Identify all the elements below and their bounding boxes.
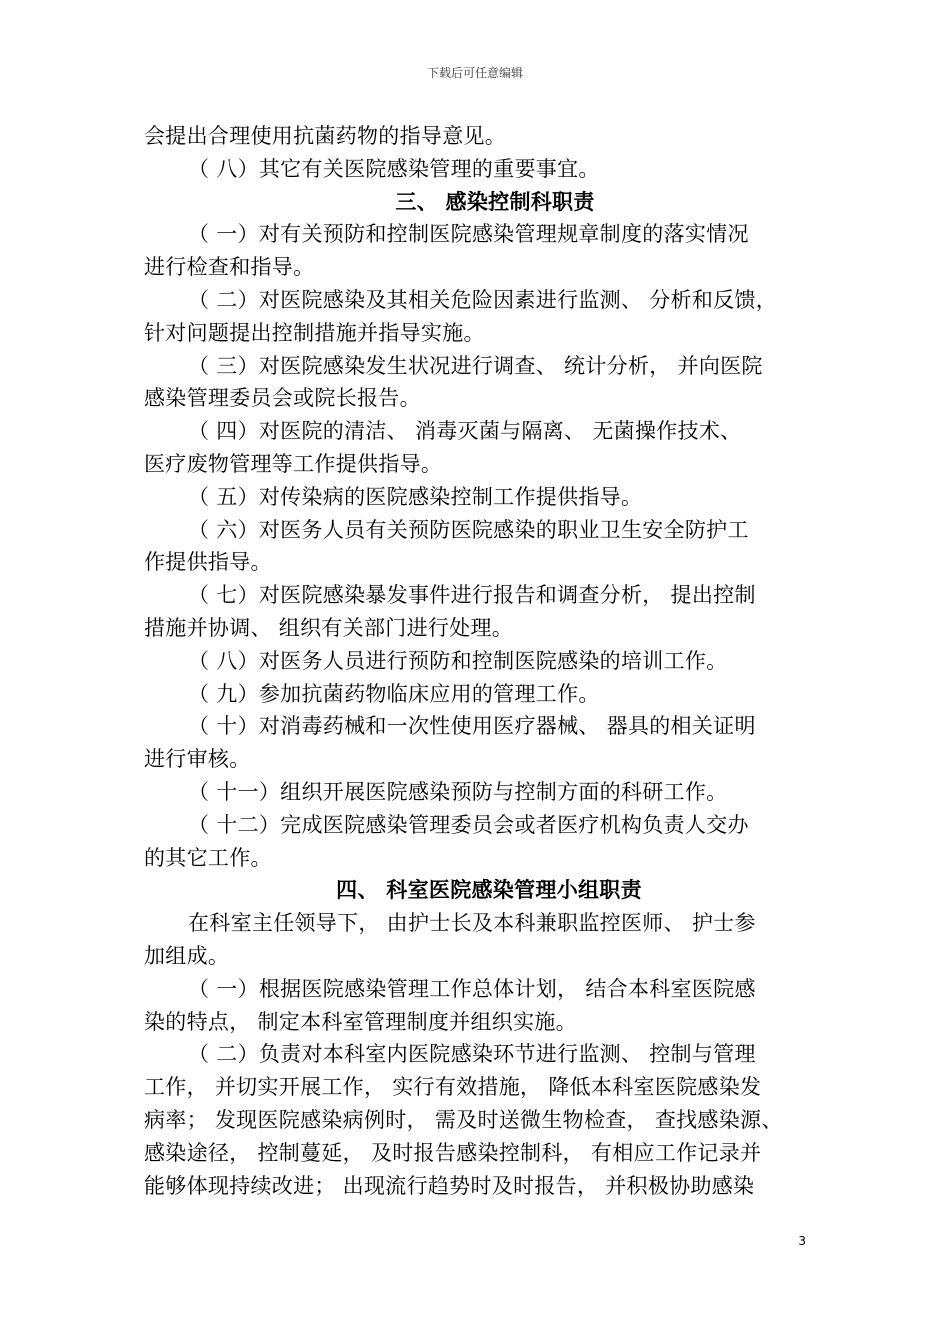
- text-line: 措施并协调、 组织有关部门进行处理。: [144, 615, 514, 640]
- section-heading: 四、 科室医院感染管理小组职责: [336, 878, 642, 903]
- text-line: （ 四）对医院的清洁、 消毒灭菌与隔离、 无菌操作技术、: [188, 419, 742, 444]
- text-line: （ 一）对有关预防和控制医院感染管理规章制度的落实情况: [188, 222, 749, 247]
- text-line: 在科室主任领导下， 由护士长及本科兼职监控医师、 护士参: [188, 911, 756, 936]
- text-line: 能够体现持续改进； 出现流行趋势时及时报告， 并积极协助感染: [144, 1173, 755, 1198]
- text-line: （ 三）对医院感染发生状况进行调查、 统计分析， 并向医院: [188, 353, 763, 378]
- text-line: （ 九）参加抗菌药物临床应用的管理工作。: [188, 681, 600, 706]
- text-line: 加组成。: [144, 943, 230, 968]
- text-line: 的其它工作。: [144, 845, 272, 870]
- text-line: （ 六）对医务人员有关预防医院感染的职业卫生安全防护工: [188, 517, 749, 542]
- text-line: 进行检查和指导。: [144, 255, 315, 280]
- text-line: 进行审核。: [144, 747, 251, 772]
- text-line: 针对问题提出控制措施并指导实施。: [144, 320, 485, 345]
- section-heading: 三、 感染控制科职责: [395, 189, 595, 214]
- text-line: （ 二）对医院感染及其相关危险因素进行监测、 分析和反馈，: [188, 287, 778, 312]
- text-line: 工作， 并切实开展工作， 实行有效措施， 降低本科室医院感染发: [144, 1075, 762, 1100]
- text-line: （ 十）对消毒药械和一次性使用医疗器械、 器具的相关证明: [188, 714, 756, 739]
- text-line: （ 十一）组织开展医院感染预防与控制方面的科研工作。: [188, 779, 728, 804]
- text-line: （ 八）对医务人员进行预防和控制医院感染的培训工作。: [188, 648, 728, 673]
- document-body: [144, 120, 806, 1202]
- text-line: 染的特点， 制定本科室管理制度并组织实施。: [144, 1009, 577, 1034]
- text-line: 会提出合理使用抗菌药物的指导意见。: [144, 124, 507, 148]
- text-line: （ 二）负责对本科室内医院感染环节进行监测、 控制与管理: [188, 1042, 756, 1067]
- text-line: （ 八）其它有关医院感染管理的重要事宜。: [188, 156, 600, 181]
- text-line: 感染管理委员会或院长报告。: [144, 386, 421, 411]
- text-line: （ 五）对传染病的医院感染控制工作提供指导。: [188, 484, 643, 509]
- page-header: 下载后可任意编辑: [426, 66, 523, 80]
- text-line: 感染途径， 控制蔓延， 及时报告感染控制科， 有相应工作记录并: [144, 1140, 762, 1165]
- text-line: （ 十二）完成医院感染管理委员会或者医疗机构负责人交办: [188, 812, 749, 837]
- text-line: 病率； 发现医院感染病例时， 需及时送微生物检查， 查找感染源、: [144, 1107, 783, 1132]
- page-number: 3: [798, 1234, 806, 1248]
- text-line: （ 一）根据医院感染管理工作总体计划， 结合本科室医院感: [188, 976, 756, 1001]
- text-line: 作提供指导。: [144, 550, 272, 575]
- text-line: （ 七）对医院感染暴发事件进行报告和调查分析， 提出控制: [188, 583, 756, 608]
- text-line: 医疗废物管理等工作提供指导。: [144, 451, 443, 476]
